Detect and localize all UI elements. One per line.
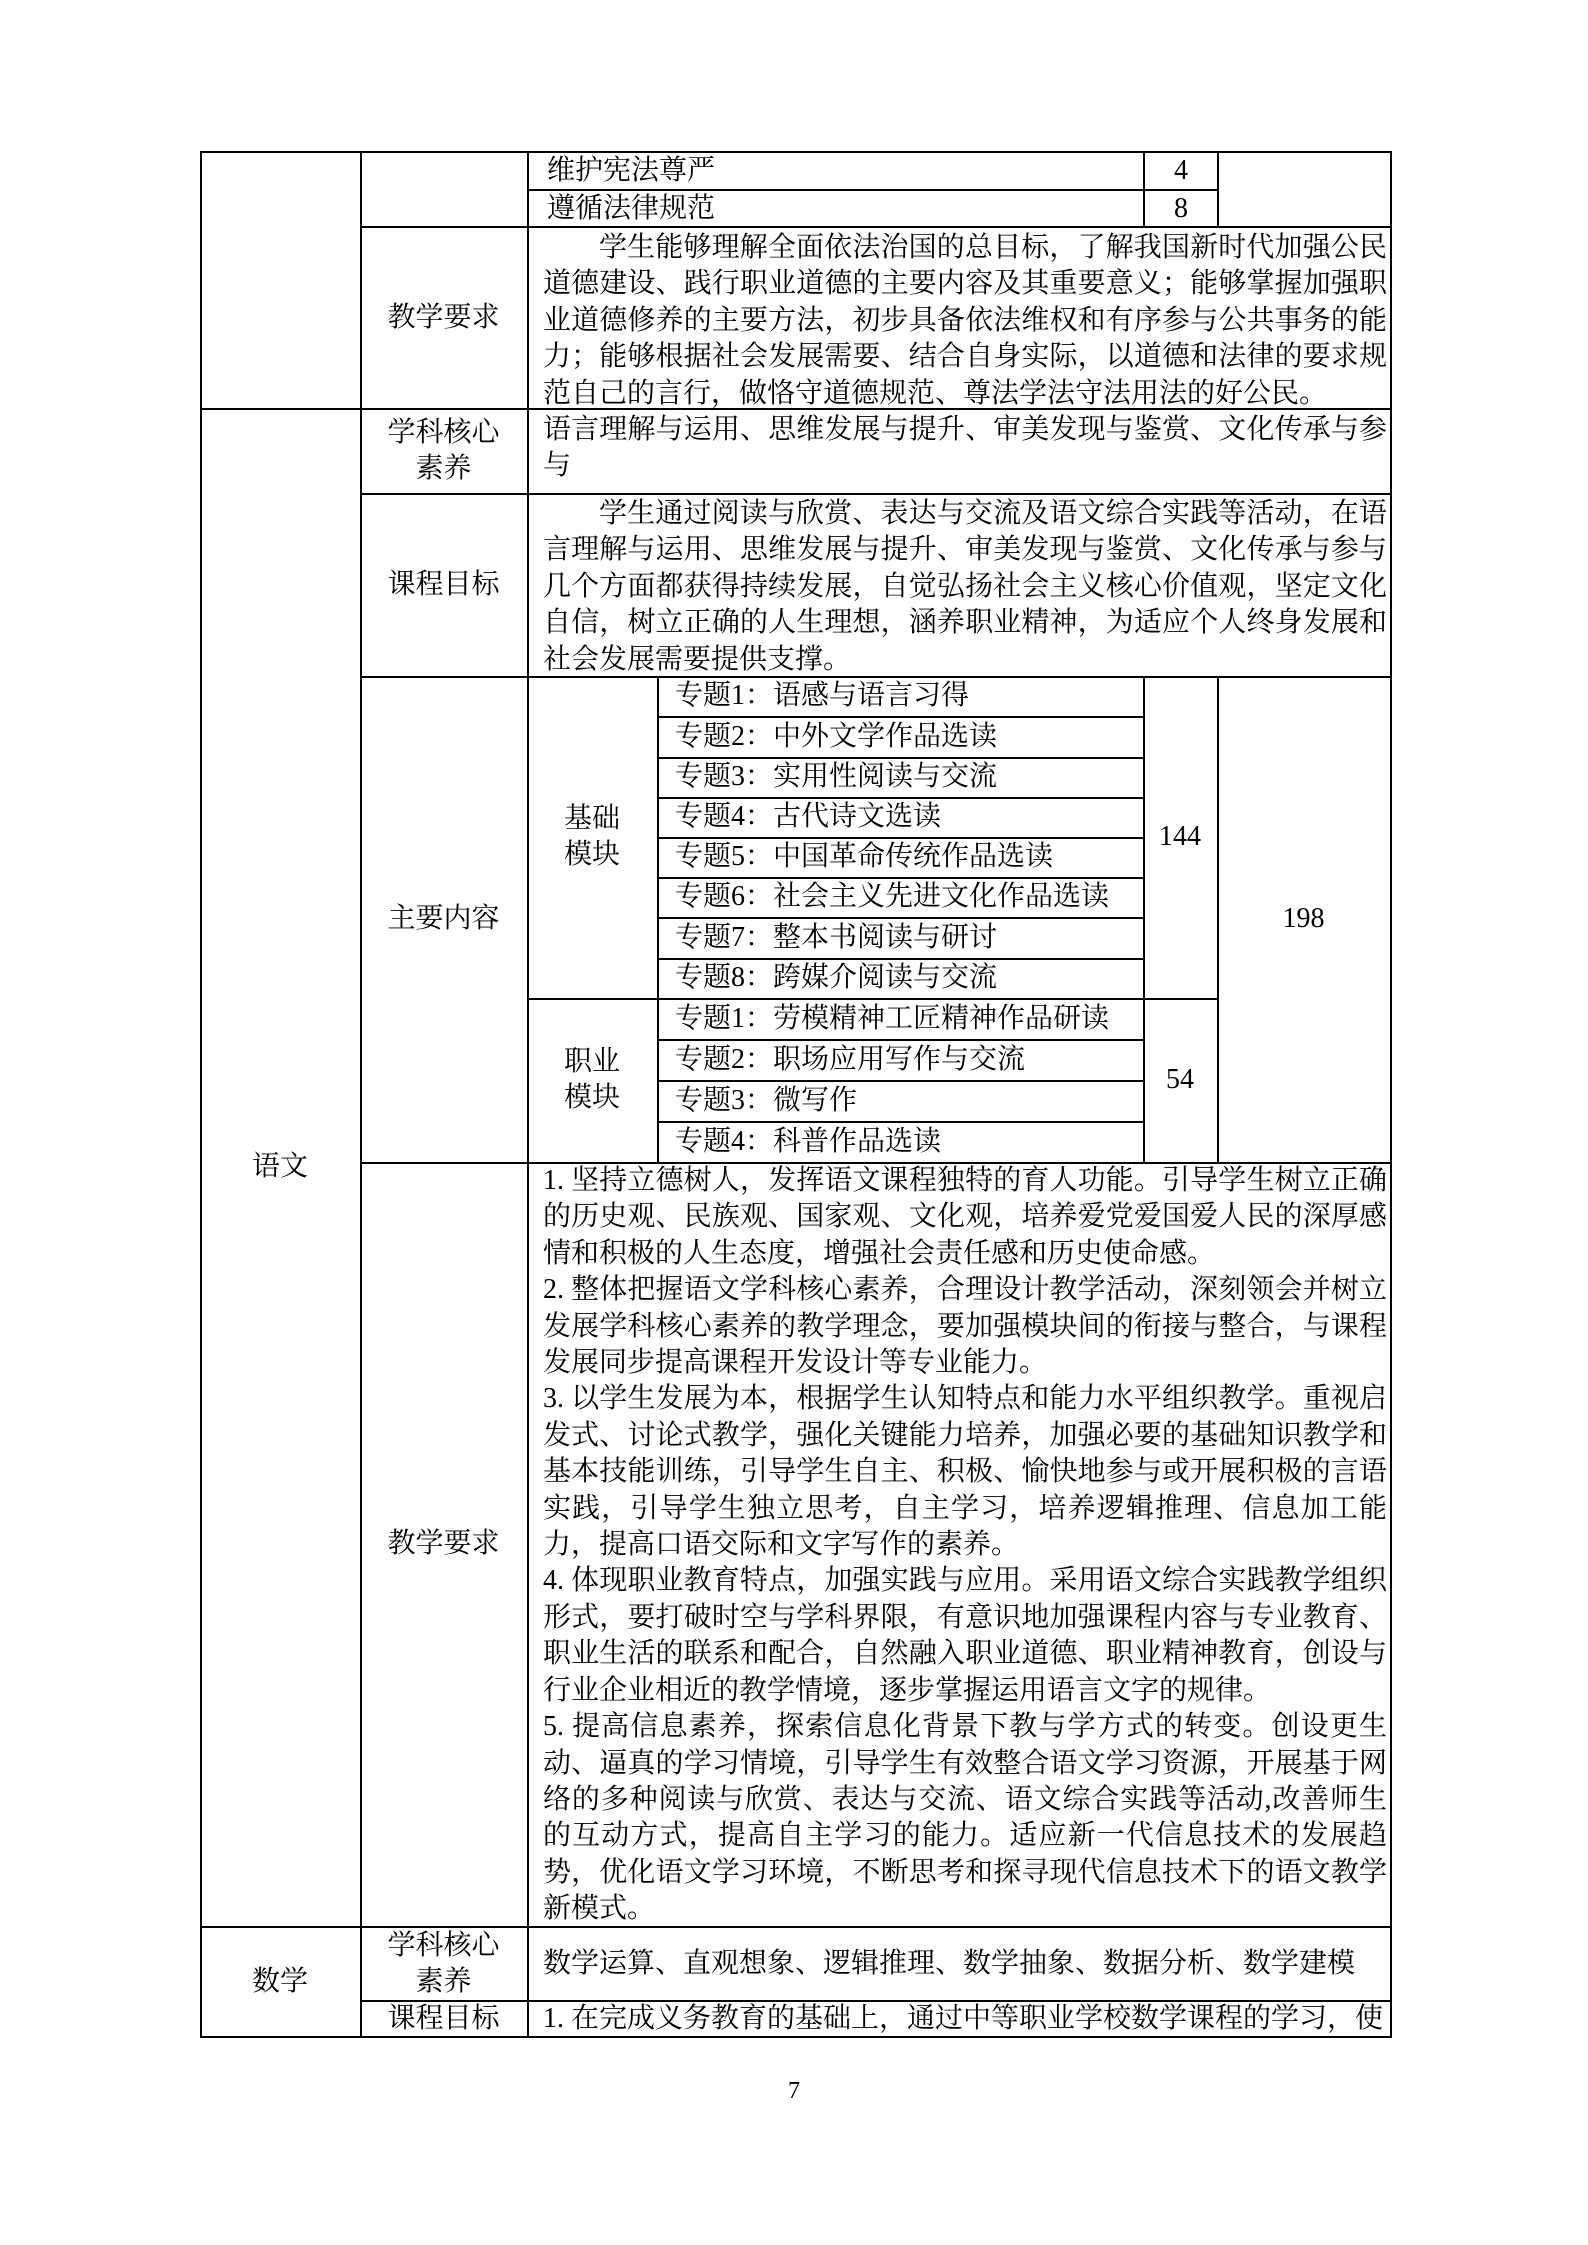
topic-cell: 专题5：中国革命传统作品选读: [675, 841, 1054, 872]
topic-cell: 专题7：整本书阅读与研讨: [675, 921, 998, 953]
topic-cell: 专题4：科普作品选读: [675, 1125, 942, 1157]
topic-cell: 专题8：跨媒介阅读与交流: [675, 962, 998, 993]
core-literacy-label-math: [362, 1928, 525, 2000]
basic-module-label: [529, 678, 655, 996]
topic-hours-cell: 8: [1174, 192, 1188, 224]
core-literacy-text-math: 数学运算、直观想象、逻辑推理、数学抽象、数据分析、数学建模: [543, 1948, 1356, 1979]
total-hours-cell: 198: [1282, 903, 1325, 934]
teaching-requirements-label-chinese: 教学要求: [387, 1528, 500, 1559]
topic-cell: 专题3：微写作: [675, 1084, 858, 1116]
objectives-text-math: 1. 在完成义务教育的基础上，通过中等职业学校数学课程的学习，使: [543, 2003, 1384, 2034]
teaching-requirements-text: 学生能够理解全面依法治国的总目标，了解我国新时代加强公民道德建设、践行职业道德的主要内容及其重要意义；能够掌握加强职业道德修养的主要方法，初步具备依法维权和有序参与公共事务的能力；能够根据社会发展需要、结合自身实际，以道德和法律的要求规范自己的言行，做恪守道德规范、尊法学法守法用法的好公民。: [543, 232, 1387, 409]
topic-cell: 维护宪法尊严: [547, 155, 716, 186]
basic-module-label-text: 基础模块: [564, 803, 621, 870]
topic-cell: 专题2：中外文学作品选读: [675, 720, 998, 752]
requirement-item: 1. 坚持立德树人，发挥语文课程独特的育人功能。引导学生树立正确的历史观、民族观、国家观、文化观，培养爱党爱国爱人民的深厚感情和积极的人生态度，增强社会责任感和历史使命感。: [543, 1165, 1387, 1269]
subject-cell-math: 数学: [251, 1966, 308, 1997]
topic-cell: 遵循法律规范: [547, 192, 716, 224]
grid-line: [1390, 151, 1392, 2038]
topic-hours-cell: 4: [1174, 155, 1188, 186]
page-number: 7: [788, 2078, 800, 2104]
teaching-requirements-chinese: [543, 1163, 1387, 1928]
vocational-module-label: [529, 1000, 655, 1160]
topic-cell: 专题1：劳模精神工匠精神作品研读: [675, 1002, 1110, 1034]
topic-cell: 专题3：实用性阅读与交流: [675, 761, 998, 792]
requirement-item: 2. 整体把握语文学科核心素养，合理设计教学活动，深刻领会并树立发展学科核心素养的教学理念，要加强模块间的衔接与整合，与课程发展同步提高课程开发设计等专业能力。: [543, 1274, 1387, 1379]
topic-cell: 专题4：古代诗文选读: [675, 801, 942, 832]
objectives-text: 学生通过阅读与欣赏、表达与交流及语文综合实践等活动，在语言理解与运用、思维发展与提升、审美发现与鉴赏、文化传承与参与几个方面都获得持续发展，自觉弘扬社会主义核心价值观，坚定文化自信，树立正确的人生理想，涵养职业精神，为适应个人终身发展和社会发展需要提供支撑。: [543, 498, 1387, 675]
core-literacy-text: 语言理解与运用、思维发展与提升、审美发现与鉴赏、文化传承与参与: [543, 414, 1387, 482]
requirement-item: 4. 体现职业教育特点，加强实践与应用。采用语文综合实践教学组织形式，要打破时空与学科界限，有意识地加强课程内容与专业教育、职业生活的联系和配合，自然融入职业道德、职业精神教育，创设与行业企业相近的教学情境，逐步掌握运用语言文字的规律。: [543, 1565, 1387, 1706]
requirement-item: 3. 以学生发展为本，根据学生认知特点和能力水平组织教学。重视启发式、讨论式教学，强化关键能力培养，加强必要的基础知识教学和基本技能训练，引导学生自主、积极、愉快地参与或开展积极的言语实践，引导学生独立思考，自主学习，培养逻辑推理、信息加工能力，提高口语交际和文字写作的素养。: [543, 1383, 1387, 1561]
core-literacy-label-text: 学科核心素养: [387, 416, 500, 484]
vocational-module-hours: 54: [1166, 1064, 1194, 1095]
basic-module-hours: 144: [1159, 821, 1201, 852]
topic-cell: 专题1：语感与语言习得: [675, 680, 970, 711]
core-literacy-label: [362, 410, 525, 491]
subject-cell-chinese: 语文: [251, 1151, 308, 1182]
objectives-label: 课程目标: [387, 568, 500, 600]
objectives-label-math: 课程目标: [387, 2003, 500, 2034]
requirement-item: 5. 提高信息素养，探索信息化背景下教与学方式的转变。创设更生动、逼真的学习情境，引导学生有效整合语文学习资源，开展基于网络的多种阅读与欣赏、表达与交流、语文综合实践等活动,改善师生的互动方式，提高自主学习的能力。适应新一代信息技术的发展趋势，优化语文学习环境，不断思考和探寻现代信息技术下的语文教学新模式。: [543, 1711, 1387, 1925]
topic-cell: 专题2：职场应用写作与交流: [675, 1043, 1026, 1075]
grid-line: [657, 676, 659, 1164]
main-content-label: 主要内容: [387, 903, 500, 934]
core-literacy-label-math-text: 学科核心素养: [387, 1930, 500, 1997]
teaching-requirements-label: 教学要求: [387, 302, 500, 333]
topic-cell: 专题6：社会主义先进文化作品选读: [675, 881, 1110, 912]
vocational-module-label-text: 职业模块: [564, 1046, 621, 1113]
